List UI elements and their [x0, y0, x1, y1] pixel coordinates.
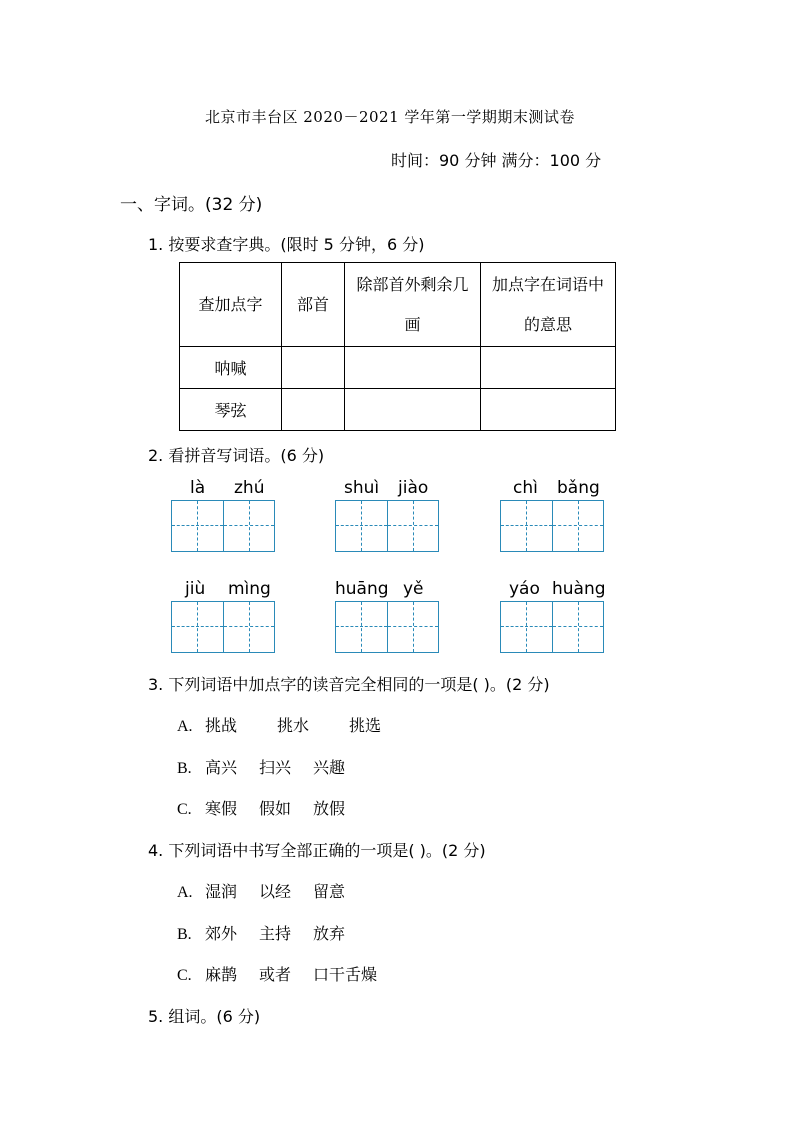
- option-b[interactable]: [177, 755, 367, 778]
- table-row: [180, 389, 616, 431]
- table-header-cell: 查加点字: [180, 263, 282, 347]
- option-a[interactable]: [177, 713, 403, 736]
- pinyin-label: huāng: [335, 579, 389, 599]
- pinyin-label: bǎng: [557, 478, 600, 498]
- table-cell-word: 呐喊: [180, 347, 282, 389]
- pinyin-label: yě: [403, 579, 424, 599]
- option-word: 湿润: [205, 882, 238, 901]
- option-label: C.: [177, 801, 192, 818]
- table-header-cell: 加点字在词语中的意思: [481, 263, 616, 347]
- table-header-row: [180, 263, 616, 347]
- writing-grid[interactable]: [335, 500, 439, 552]
- table-cell-blank[interactable]: [481, 389, 616, 431]
- option-word: 挑选: [349, 716, 382, 735]
- pinyin-label: zhú: [234, 478, 265, 498]
- option-word: 放弃: [313, 924, 346, 943]
- option-word: 挑战: [205, 716, 238, 735]
- pinyin-label: shuì: [344, 478, 380, 498]
- writing-cell[interactable]: [501, 602, 552, 652]
- option-word: 留意: [313, 882, 346, 901]
- option-label: A.: [177, 884, 193, 901]
- writing-cell[interactable]: [223, 501, 274, 551]
- option-word: 以经: [259, 882, 292, 901]
- table-cell-blank[interactable]: [481, 347, 616, 389]
- writing-cell[interactable]: [172, 602, 223, 652]
- option-label: C.: [177, 967, 192, 984]
- option-c[interactable]: [177, 962, 399, 985]
- writing-cell[interactable]: [172, 501, 223, 551]
- question-1-prompt: 1. 按要求查字典。(限时 5 分钟，6 分): [148, 235, 425, 254]
- pinyin-label: chì: [513, 478, 538, 498]
- option-label: B.: [177, 760, 192, 777]
- option-word: 郊外: [205, 924, 238, 943]
- writing-cell[interactable]: [387, 501, 438, 551]
- question-5-prompt: 5. 组词。(6 分): [148, 1007, 261, 1026]
- question-4-prompt: 4. 下列词语中书写全部正确的一项是( )。(2 分): [148, 841, 486, 860]
- writing-grid[interactable]: [500, 500, 604, 552]
- table-cell-blank[interactable]: [345, 347, 481, 389]
- option-a[interactable]: [177, 879, 367, 902]
- table-cell-blank[interactable]: [345, 389, 481, 431]
- option-label: A.: [177, 718, 193, 735]
- table-cell-blank[interactable]: [282, 389, 345, 431]
- pinyin-label: huàng: [552, 579, 606, 599]
- section-heading: 一、字词。(32 分): [120, 195, 263, 215]
- writing-cell[interactable]: [501, 501, 552, 551]
- option-word: 高兴: [205, 758, 238, 777]
- question-2-prompt: 2. 看拼音写词语。(6 分): [148, 446, 325, 465]
- table-cell-word: 琴弦: [180, 389, 282, 431]
- pinyin-label: jiào: [398, 478, 429, 498]
- option-b[interactable]: [177, 921, 367, 944]
- option-word: 麻鹊: [205, 965, 238, 984]
- pinyin-label: là: [190, 478, 206, 498]
- pinyin-label: mìng: [228, 579, 271, 599]
- writing-cell[interactable]: [336, 602, 387, 652]
- writing-cell[interactable]: [552, 501, 603, 551]
- writing-grid[interactable]: [335, 601, 439, 653]
- pinyin-label: jiù: [185, 579, 206, 599]
- option-c[interactable]: [177, 796, 367, 819]
- writing-cell[interactable]: [552, 602, 603, 652]
- table-cell-blank[interactable]: [282, 347, 345, 389]
- table-header-cell: 部首: [282, 263, 345, 347]
- table-row: [180, 347, 616, 389]
- table-header-cell: 除部首外剩余几画: [345, 263, 481, 347]
- writing-grid[interactable]: [500, 601, 604, 653]
- writing-cell[interactable]: [223, 602, 274, 652]
- option-word: 兴趣: [313, 758, 346, 777]
- option-word: 放假: [313, 799, 346, 818]
- writing-cell[interactable]: [387, 602, 438, 652]
- time-score-info: 时间：90 分钟 满分：100 分: [391, 151, 602, 170]
- option-word: 假如: [259, 799, 292, 818]
- option-word: 扫兴: [259, 758, 292, 777]
- option-word: 挑水: [277, 716, 310, 735]
- option-label: B.: [177, 926, 192, 943]
- pinyin-label: yáo: [509, 579, 540, 599]
- option-word: 主持: [259, 924, 292, 943]
- exam-title: 北京市丰台区 2020－2021 学年第一学期期末测试卷: [205, 108, 575, 126]
- question-3-prompt: 3. 下列词语中加点字的读音完全相同的一项是( )。(2 分): [148, 675, 550, 694]
- option-word: 寒假: [205, 799, 238, 818]
- writing-grid[interactable]: [171, 601, 275, 653]
- option-word: 或者: [259, 965, 292, 984]
- option-word: 口干舌燥: [313, 965, 378, 984]
- dictionary-table: [179, 262, 616, 431]
- writing-cell[interactable]: [336, 501, 387, 551]
- writing-grid[interactable]: [171, 500, 275, 552]
